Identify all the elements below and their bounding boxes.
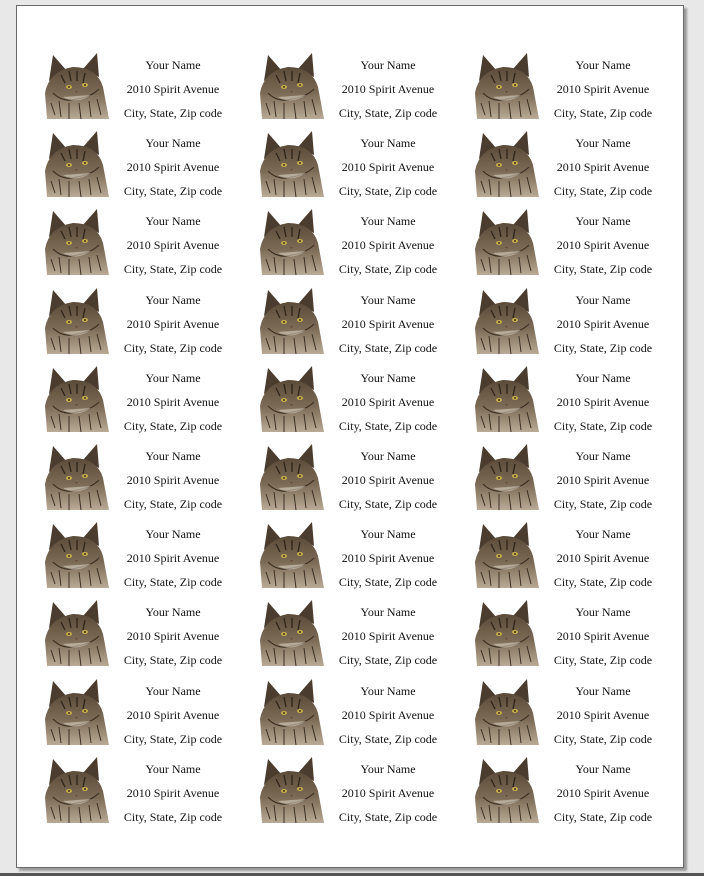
label-name: Your Name [145,761,201,776]
address-label [232,600,438,670]
address-label [232,209,438,279]
address-text [119,288,227,360]
label-street: 2010 Spirit Avenue [556,473,650,487]
maine-coon-cat-icon [473,600,539,666]
address-label [17,53,223,123]
label-name: Your Name [145,136,201,151]
label-city-line: City, State, Zip code [338,106,438,120]
maine-coon-cat-icon [43,131,109,197]
address-label [232,366,438,436]
label-city-line: City, State, Zip code [553,809,653,824]
address-text [334,444,442,516]
address-label [17,209,223,279]
label-name: Your Name [575,449,631,463]
label-street: 2010 Spirit Avenue [341,82,435,96]
address-label [232,757,438,827]
address-text [334,53,442,125]
label-city-line: City, State, Zip code [123,653,223,668]
label-street: 2010 Spirit Avenue [341,707,435,722]
maine-coon-cat-icon [258,679,324,745]
label-name: Your Name [360,761,416,776]
label-city-line: City, State, Zip code [553,653,653,668]
label-name: Your Name [145,605,201,620]
label-street: 2010 Spirit Avenue [126,707,220,722]
label-city-line: City, State, Zip code [338,340,438,355]
address-text [549,209,657,281]
address-text [119,444,227,516]
address-text [549,679,657,751]
address-label [17,522,223,592]
label-name: Your Name [575,292,631,307]
label-city-line: City, State, Zip code [123,575,223,590]
label-name: Your Name [575,761,631,776]
maine-coon-cat-icon [473,209,539,275]
label-city-line: City, State, Zip code [123,418,223,433]
address-text [334,209,442,281]
address-text [549,53,657,125]
maine-coon-cat-icon [43,600,109,666]
address-text [119,600,227,672]
label-city-line: City, State, Zip code [553,106,653,120]
address-label [17,679,223,749]
maine-coon-cat-icon [258,757,324,823]
maine-coon-cat-icon [473,679,539,745]
label-name: Your Name [360,449,416,463]
maine-coon-cat-icon [258,131,324,197]
label-name: Your Name [145,292,201,307]
address-label [232,444,438,514]
maine-coon-cat-icon [473,366,539,432]
label-street: 2010 Spirit Avenue [126,160,220,175]
address-text [334,131,442,203]
address-label [447,209,653,279]
label-city-line: City, State, Zip code [553,262,653,277]
label-street: 2010 Spirit Avenue [556,629,650,644]
label-city-line: City, State, Zip code [123,497,223,511]
label-street: 2010 Spirit Avenue [556,394,650,409]
label-street: 2010 Spirit Avenue [556,238,650,253]
label-name: Your Name [575,683,631,698]
label-sheet-page [16,5,684,868]
address-text [549,757,657,829]
maine-coon-cat-icon [43,288,109,354]
label-street: 2010 Spirit Avenue [126,394,220,409]
maine-coon-cat-icon [258,366,324,432]
label-name: Your Name [360,605,416,620]
address-text [549,131,657,203]
address-text [549,444,657,516]
label-city-line: City, State, Zip code [338,809,438,824]
address-label [447,757,653,827]
label-street: 2010 Spirit Avenue [341,473,435,487]
label-city-line: City, State, Zip code [338,418,438,433]
label-city-line: City, State, Zip code [123,731,223,746]
address-text [119,366,227,438]
address-label [447,679,653,749]
address-text [549,288,657,360]
label-name: Your Name [360,58,416,72]
label-city-line: City, State, Zip code [553,340,653,355]
maine-coon-cat-icon [43,444,109,510]
label-street: 2010 Spirit Avenue [126,551,220,566]
label-city-line: City, State, Zip code [338,731,438,746]
address-label [232,53,438,123]
label-city-line: City, State, Zip code [123,809,223,824]
address-label [232,288,438,358]
label-name: Your Name [360,527,416,542]
label-name: Your Name [575,136,631,151]
label-name: Your Name [145,527,201,542]
label-city-line: City, State, Zip code [338,262,438,277]
address-label [447,444,653,514]
address-text [334,600,442,672]
label-street: 2010 Spirit Avenue [341,785,435,800]
address-label [447,366,653,436]
label-street: 2010 Spirit Avenue [556,316,650,331]
label-street: 2010 Spirit Avenue [341,394,435,409]
maine-coon-cat-icon [473,444,539,510]
address-label [17,444,223,514]
label-name: Your Name [575,605,631,620]
address-text [549,522,657,594]
label-street: 2010 Spirit Avenue [126,785,220,800]
label-city-line: City, State, Zip code [123,184,223,199]
label-name: Your Name [575,58,631,72]
label-city-line: City, State, Zip code [123,262,223,277]
label-name: Your Name [575,527,631,542]
label-name: Your Name [575,370,631,385]
label-name: Your Name [360,136,416,151]
label-city-line: City, State, Zip code [338,575,438,590]
label-name: Your Name [145,683,201,698]
label-street: 2010 Spirit Avenue [556,551,650,566]
maine-coon-cat-icon [473,757,539,823]
address-text [334,522,442,594]
address-text [334,679,442,751]
address-label [447,53,653,123]
maine-coon-cat-icon [258,53,324,119]
address-label [17,757,223,827]
maine-coon-cat-icon [43,679,109,745]
address-text [549,366,657,438]
maine-coon-cat-icon [473,288,539,354]
label-city-line: City, State, Zip code [338,184,438,199]
address-label [447,288,653,358]
label-street: 2010 Spirit Avenue [341,316,435,331]
address-label [17,288,223,358]
label-city-line: City, State, Zip code [553,497,653,511]
maine-coon-cat-icon [43,53,109,119]
maine-coon-cat-icon [473,522,539,588]
maine-coon-cat-icon [43,522,109,588]
maine-coon-cat-icon [258,209,324,275]
address-label [232,522,438,592]
address-text [119,679,227,751]
maine-coon-cat-icon [43,757,109,823]
maine-coon-cat-icon [258,600,324,666]
address-text [549,600,657,672]
label-name: Your Name [575,214,631,229]
address-text [334,288,442,360]
maine-coon-cat-icon [43,209,109,275]
label-name: Your Name [145,449,201,463]
address-label [17,366,223,436]
label-city-line: City, State, Zip code [553,418,653,433]
address-label [447,600,653,670]
label-street: 2010 Spirit Avenue [556,785,650,800]
address-text [119,209,227,281]
label-street: 2010 Spirit Avenue [556,160,650,175]
address-text [334,757,442,829]
label-name: Your Name [145,58,201,72]
maine-coon-cat-icon [258,444,324,510]
label-city-line: City, State, Zip code [123,106,223,120]
label-city-line: City, State, Zip code [553,731,653,746]
address-text [119,53,227,125]
label-street: 2010 Spirit Avenue [126,473,220,487]
address-text [119,522,227,594]
label-name: Your Name [145,214,201,229]
address-label [232,131,438,201]
address-label [17,600,223,670]
label-street: 2010 Spirit Avenue [341,629,435,644]
label-name: Your Name [360,370,416,385]
address-label [447,522,653,592]
label-city-line: City, State, Zip code [123,340,223,355]
maine-coon-cat-icon [258,288,324,354]
label-city-line: City, State, Zip code [553,184,653,199]
address-label [232,679,438,749]
address-label [447,131,653,201]
label-street: 2010 Spirit Avenue [556,82,650,96]
label-name: Your Name [360,292,416,307]
maine-coon-cat-icon [473,53,539,119]
address-text [119,757,227,829]
label-city-line: City, State, Zip code [553,575,653,590]
label-name: Your Name [360,214,416,229]
label-street: 2010 Spirit Avenue [126,316,220,331]
label-city-line: City, State, Zip code [338,653,438,668]
label-street: 2010 Spirit Avenue [126,629,220,644]
maine-coon-cat-icon [43,366,109,432]
label-street: 2010 Spirit Avenue [126,238,220,253]
maine-coon-cat-icon [473,131,539,197]
address-text [334,366,442,438]
label-street: 2010 Spirit Avenue [341,160,435,175]
label-name: Your Name [360,683,416,698]
label-name: Your Name [145,370,201,385]
label-street: 2010 Spirit Avenue [341,551,435,566]
label-street: 2010 Spirit Avenue [126,82,220,96]
label-street: 2010 Spirit Avenue [341,238,435,253]
label-city-line: City, State, Zip code [338,497,438,511]
label-street: 2010 Spirit Avenue [556,707,650,722]
address-text [119,131,227,203]
maine-coon-cat-icon [258,522,324,588]
address-label [17,131,223,201]
